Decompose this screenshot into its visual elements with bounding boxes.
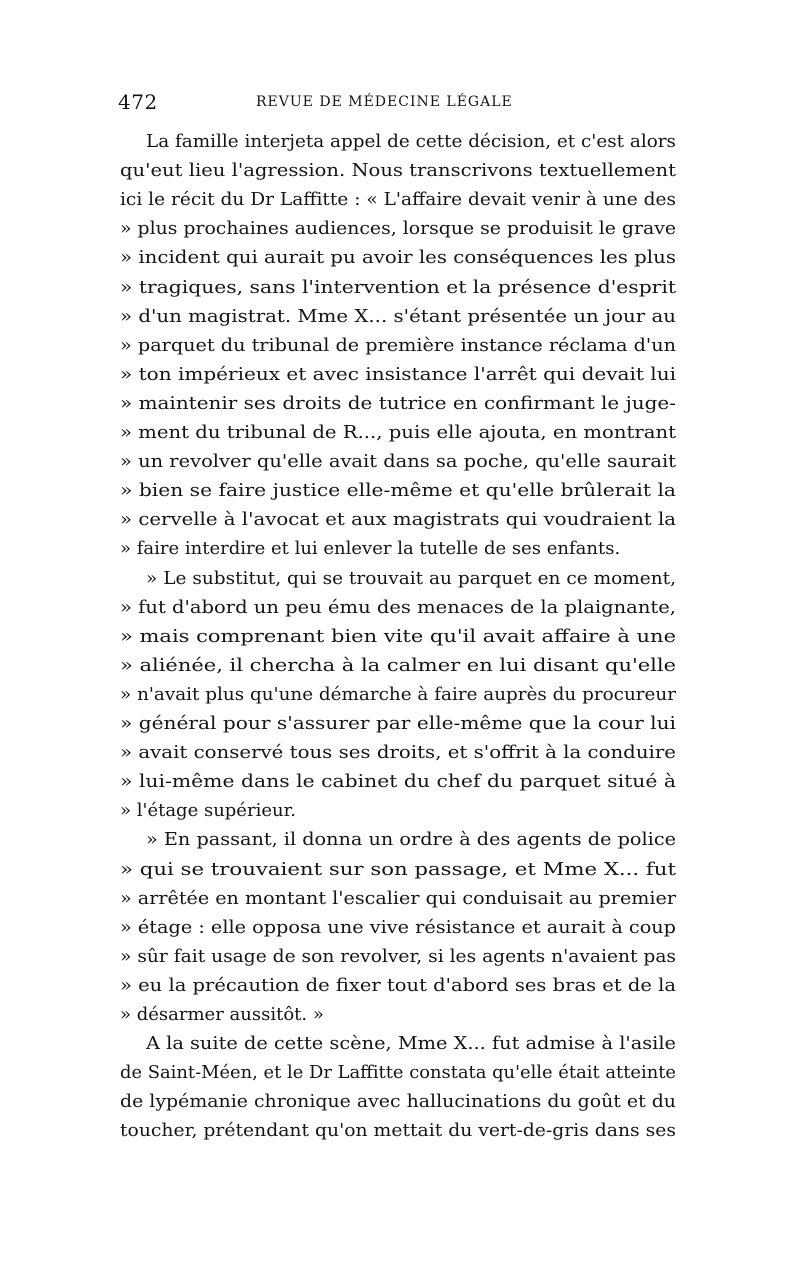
text-line: » d'un magistrat. Mme X... s'étant présentée un jour au — [120, 305, 676, 327]
text-line: » sûr fait usage de son revolver, si les agents n'avaient pas — [120, 945, 676, 967]
text-line: A la suite de cette scène, Mme X... fut admise à l'asile — [146, 1033, 676, 1055]
text-line: » ment du tribunal de R..., puis elle ajouta, en montrant — [120, 422, 676, 443]
page-number: 472 — [118, 90, 158, 114]
text-line: » qui se trouvaient sur son passage, et Mme X... fut — [120, 858, 676, 880]
text-line: » parquet du tribunal de première instance réclama d'un — [120, 334, 676, 356]
text-line: » désarmer aussitôt. » — [120, 1004, 324, 1025]
text-line: » ton impérieux et avec insistance l'arrêt qui devait lui — [120, 363, 676, 385]
text-line: » n'avait plus qu'une démarche à faire auprès du procureur — [120, 683, 676, 705]
text-line: toucher, prétendant qu'on mettait du vert-de-gris dans ses — [120, 1120, 676, 1142]
text-line: » arrêtée en montant l'escalier qui conduisait au premier — [120, 887, 676, 909]
text-line: » fut d'abord un peu ému des menaces de la plaignante, — [120, 596, 676, 618]
text-line: » l'étage supérieur. — [120, 800, 296, 822]
text-line: » tragiques, sans l'intervention et la présence d'esprit — [120, 276, 676, 298]
text-line: » mais comprenant bien vite qu'il avait affaire à une — [120, 625, 676, 647]
text-line: » étage : elle opposa une vive résistance et aurait à coup — [120, 916, 676, 938]
text-line: » bien se faire justice elle-même et qu'elle brûlerait la — [120, 480, 676, 502]
text-line: ici le récit du Dr Laffitte : « L'affaire devait venir à une des — [120, 189, 676, 211]
text-line: » cervelle à l'avocat et aux magistrats qui voudraient la — [120, 509, 676, 531]
text-line: » Le substitut, qui se trouvait au parquet en ce moment, — [146, 567, 676, 589]
text-line: » En passant, il donna un ordre à des agents de police — [146, 829, 676, 851]
text-line: » général pour s'assurer par elle-même que la cour lui — [120, 713, 676, 734]
text-line: de lypémanie chronique avec hallucinations du goût et du — [120, 1091, 676, 1113]
text-line: qu'eut lieu l'agression. Nous transcrivons textuellement — [120, 160, 676, 182]
text-line: » incident qui aurait pu avoir les conséquences les plus — [120, 247, 676, 269]
text-line: » eu la précaution de fixer tout d'abord ses bras et de la — [120, 974, 676, 996]
text-line: » plus prochaines audiences, lorsque se produisit le grave — [120, 218, 676, 240]
text-line: » aliénée, il chercha à la calmer en lui disant qu'elle — [120, 654, 676, 676]
text-line: de Saint-Méen, et le Dr Laffitte constata qu'elle était atteinte — [120, 1062, 676, 1084]
text-line: » maintenir ses droits de tutrice en confirmant le juge- — [120, 392, 676, 414]
text-line: La famille interjeta appel de cette décision, et c'est alors — [146, 131, 676, 152]
text-line: » avait conservé tous ses droits, et s'offrit à la conduire — [120, 742, 676, 764]
text-line: » un revolver qu'elle avait dans sa poche, qu'elle saurait — [120, 451, 676, 473]
running-title: REVUE DE MÉDECINE LÉGALE — [256, 94, 513, 110]
text-line: » lui-même dans le cabinet du chef du parquet situé à — [120, 771, 676, 793]
text-line: » faire interdire et lui enlever la tutelle de ses enfants. — [120, 538, 621, 560]
